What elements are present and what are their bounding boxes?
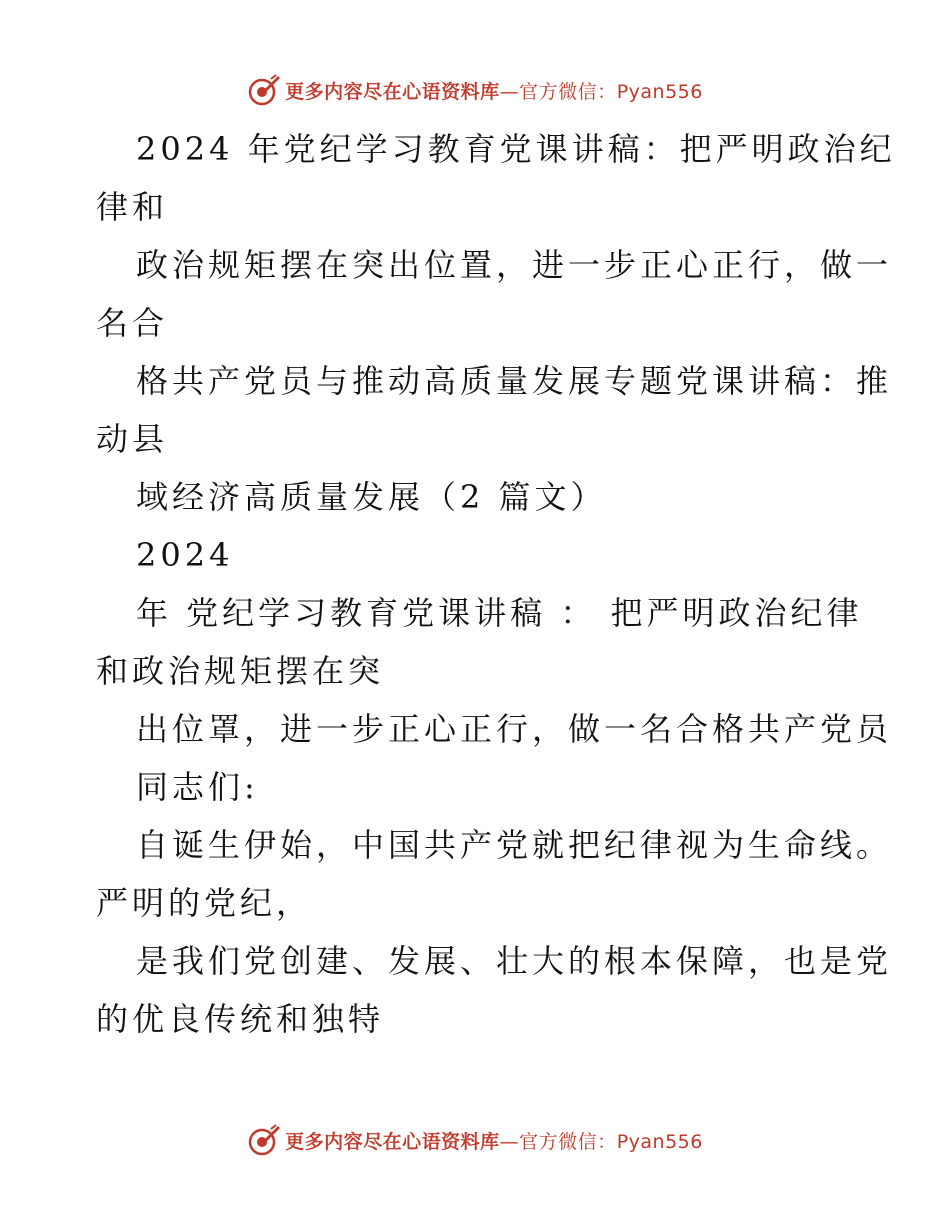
paragraph-line-2: 严明的党纪，: [96, 884, 313, 922]
title-line-3: 政治规矩摆在突出位置，进一步正心正行，做一: [136, 246, 893, 284]
watermark-separator: —官方微信：: [499, 80, 617, 103]
title-line-7: 域经济高质量发展（2 篇文）: [136, 478, 607, 516]
title-line-4: 名合: [96, 304, 169, 342]
subtitle-year-line: 2024: [136, 536, 234, 574]
watermark-wechat-id: Pyan556: [616, 1130, 703, 1153]
watermark-text: [285, 1127, 703, 1154]
footer-watermark: [0, 1120, 950, 1160]
subtitle-line-2: 和政治规矩摆在突: [96, 652, 385, 690]
subtitle-line-1: 年 党纪学习教育党课讲稿 ： 把严明政治纪律: [136, 594, 863, 632]
title-line-6: 动县: [96, 420, 169, 458]
watermark-brand: 更多内容尽在心语资料库: [285, 80, 500, 103]
paragraph-line-4: 的优良传统和独特: [96, 1000, 385, 1038]
watermark-brand: 更多内容尽在心语资料库: [285, 1130, 500, 1153]
title-line-5: 格共产党员与推动高质量发展专题党课讲稿：推: [136, 362, 893, 400]
paragraph-line-3: 是我们党创建、发展、壮大的根本保障，也是党: [136, 942, 893, 980]
quill-seal-icon: [247, 73, 281, 107]
salutation: 同志们:: [136, 768, 259, 806]
quill-seal-icon: [247, 1123, 281, 1157]
title-line-2: 律和: [96, 188, 169, 226]
title-line-1: 2024 年党纪学习教育党课讲稿：把严明政治纪: [136, 130, 896, 168]
watermark-separator: —官方微信：: [499, 1130, 617, 1153]
header-watermark: [0, 70, 950, 110]
watermark-text: [285, 77, 703, 104]
subtitle-line-3: 出位罩，进一步正心正行，做一名合格共产党员: [136, 710, 893, 748]
watermark-wechat-id: Pyan556: [616, 80, 703, 103]
document-body: [96, 120, 896, 1048]
paragraph-line-1: 自诞生伊始，中国共产党就把纪律视为生命线。: [136, 826, 893, 864]
